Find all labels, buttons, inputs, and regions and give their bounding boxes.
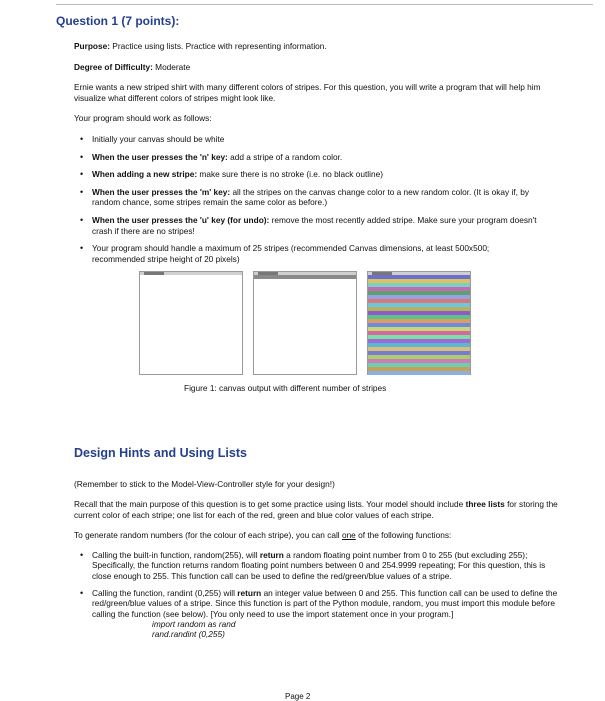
stripe xyxy=(368,371,470,375)
requirement-text: Your program should handle a maximum of 25 stripes (recommended Canvas dimensions, at least 500x500; recommended stripe height of 20 pixels) xyxy=(92,243,490,264)
remember-line: (Remember to stick to the Model-View-Controller style for your design!) xyxy=(74,479,335,489)
hint-item xyxy=(74,588,558,619)
recall-paragraph xyxy=(74,499,558,520)
code-line-import: import random as rand xyxy=(152,618,236,629)
requirement-text: make sure there is no stroke (i.e. no black outline) xyxy=(197,169,383,180)
requirement-text: Initially your canvas should be white xyxy=(92,133,225,144)
hint-text-end: an integer value between 0 and 255. This function call can be used to define the red/green/blue values of a stripe. Since this function is part of the Python module, random, you must import this module before calling the function (see below). [You only need to use the import statement once in your program.] xyxy=(92,588,558,619)
hints-list xyxy=(74,550,558,619)
stripe xyxy=(254,275,356,279)
requirement-text: remove the most recently added stripe. Make sure your program doesn't crash if there are no stripes! xyxy=(92,214,537,236)
figure-caption: Figure 1: canvas output with different number of stripes xyxy=(184,383,387,394)
should-work-line: Your program should work as follows: xyxy=(74,113,212,124)
intro-paragraph: Ernie wants a new striped shirt with many different colors of stripes. For this question, you will write a program that will help him visualize what different colors of stripes might look like. xyxy=(74,82,541,103)
purpose-line xyxy=(74,41,544,52)
difficulty-label: Degree of Difficulty: xyxy=(74,61,153,72)
requirement-item xyxy=(74,243,544,264)
difficulty-text: Moderate xyxy=(155,61,191,72)
stripe-area xyxy=(254,275,356,374)
hint-bold: return xyxy=(259,550,284,561)
recall-bold: three lists xyxy=(465,499,505,510)
canvas-one-stripe xyxy=(253,271,357,375)
generate-underlined: one xyxy=(341,529,356,540)
code-line-randint: rand.randint (0,255) xyxy=(152,629,225,640)
hint-text: Calling the built-in function, random(255), will xyxy=(92,550,260,561)
generate-text: To generate random numbers (for the colour of each stripe), you can call xyxy=(74,529,342,540)
requirement-item xyxy=(74,152,544,163)
requirement-bold: When adding a new stripe: xyxy=(92,169,198,180)
requirement-bold: When the user presses the 'u' key (for undo): xyxy=(92,214,270,225)
recall-text-end: for storing the current color of each stripe; one list for each of the red, green and blue color values of each stripe. xyxy=(74,499,558,520)
section-heading: Design Hints and Using Lists xyxy=(74,446,247,460)
stripe-area xyxy=(368,275,470,374)
question-body xyxy=(74,41,544,394)
requirement-item xyxy=(74,215,544,236)
hint-item xyxy=(74,550,558,581)
purpose-text: Practice using lists. Practice with representing information. xyxy=(112,41,327,51)
recall-text: Recall that the main purpose of this question is to get some practice using lists. Your model should include xyxy=(74,499,466,510)
figure-canvases xyxy=(139,271,544,375)
requirement-bold: When the user presses the 'n' key: xyxy=(92,151,228,162)
requirement-text: all the stripes on the canvas change color to a new random color. (It is okay if, by random chance, some stripes remain the same color as before.) xyxy=(92,186,529,208)
hint-text: Calling the function, randint (0,255) will xyxy=(92,588,238,599)
hint-bold: return xyxy=(237,588,262,599)
canvas-many-stripes xyxy=(367,271,471,375)
page-number: Page 2 xyxy=(285,692,311,701)
requirements-list xyxy=(74,134,544,264)
question-title: Question 1 (7 points): xyxy=(56,14,180,28)
generate-paragraph xyxy=(74,530,558,540)
top-divider xyxy=(56,4,593,5)
requirement-bold: When the user presses the 'm' key: xyxy=(92,186,231,197)
window-titlebar xyxy=(140,272,242,275)
canvas-empty xyxy=(139,271,243,375)
generate-text-end: of the following functions: xyxy=(355,529,452,540)
purpose-label: Purpose: xyxy=(74,41,110,51)
requirement-item xyxy=(74,169,544,180)
difficulty-line xyxy=(74,62,544,73)
hints-body xyxy=(74,479,558,640)
hint-text-end: a random floating point number from 0 to 255 (but excluding 255); Specifically, the function returns random floating point numbers between 0 and 254.9999 repeating; For this question, this is close enough to 255. This function call can be used to define the red/green/blue values of a stripe. xyxy=(92,550,546,581)
requirement-item xyxy=(74,187,544,208)
requirement-item xyxy=(74,134,544,145)
requirement-text: add a stripe of a random color. xyxy=(227,151,343,162)
